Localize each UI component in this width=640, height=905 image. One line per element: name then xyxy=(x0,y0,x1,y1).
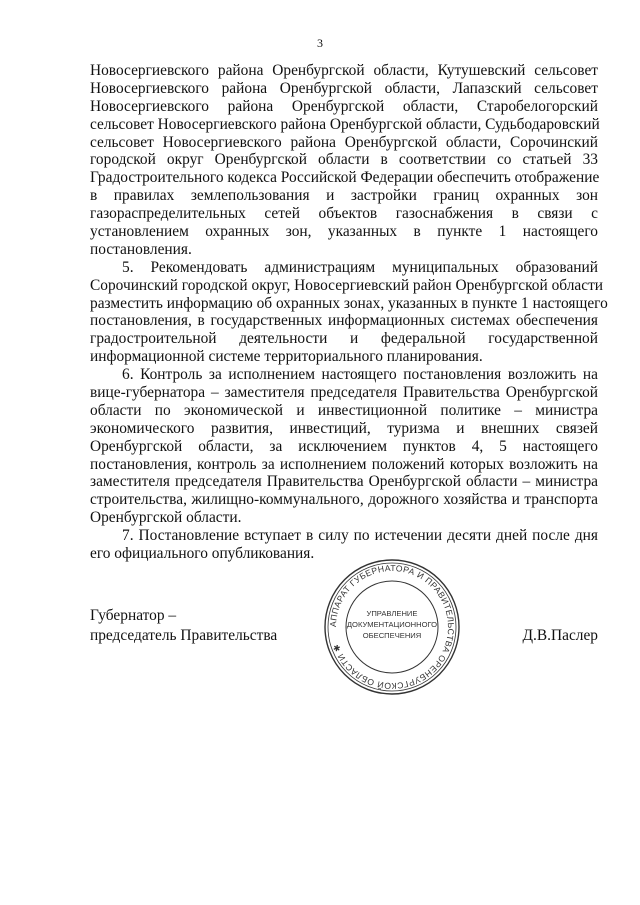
body-line: Новосергиевского района Оренбургской области, Старобелогорский xyxy=(90,97,598,115)
seal-center-line1: УПРАВЛЕНИЕ xyxy=(366,609,418,618)
body-line: 6. Контроль за исполнением настоящего постановления возложить на xyxy=(122,366,598,384)
body-line: городской округ Оренбургской области в соответствии со статьей 33 xyxy=(90,151,598,169)
body-line: сельсовет Новосергиевского района Оренбургской области, Сорочинский xyxy=(90,133,598,151)
seal-ring-text: АППАРАТ ГУБЕРНАТОРА И ПРАВИТЕЛЬСТВА ОРЕНБУРГСКОЙ ОБЛАСТИ ✱ xyxy=(327,562,457,692)
seal-center-line3: ОБЕСПЕЧЕНИЯ xyxy=(362,631,422,640)
body-line: 5. Рекомендовать администрациям муниципальных образований xyxy=(122,258,598,276)
body-line: экономического развития, инвестиций, туризма и внешних связей xyxy=(90,419,598,437)
body-line: разместить информацию об охранных зонах, указанных в пункте 1 настоящего xyxy=(90,294,608,312)
official-seal xyxy=(322,557,462,697)
body-line: сельсовет Новосергиевского района Оренбургской области, Судьбодаровский xyxy=(90,115,600,133)
body-line: газораспределительных сетей объектов газоснабжения в связи с xyxy=(90,205,598,223)
body-line: в правилах землепользования и застройки границ охранных зон xyxy=(90,187,598,205)
body-line: его официального опубликования. xyxy=(90,545,315,563)
body-line: постановления, контроль за исполнением положений которых возложить на xyxy=(90,455,598,473)
body-line: установлением охранных зон, указанных в пункте 1 настоящего xyxy=(90,223,598,241)
signatory-title xyxy=(90,606,277,646)
body-line: градостроительной деятельности и федеральной государственной xyxy=(90,330,598,348)
seal-center-line2: ДОКУМЕНТАЦИОННОГО xyxy=(346,620,438,629)
body-line: Оренбургской области, за исключением пунктов 4, 5 настоящего xyxy=(90,437,598,455)
body-line: области по экономической и инвестиционной политике – министра xyxy=(90,401,598,419)
body-line: постановления. xyxy=(90,240,192,258)
body-line: постановления, в государственных информационных системах обеспечения xyxy=(90,312,598,330)
body-line: Градостроительного кодекса Российской Федерации обеспечить отображение xyxy=(90,169,600,187)
page-number: 3 xyxy=(317,36,323,50)
body-line: информационной системе территориального планирования. xyxy=(90,348,483,366)
body-line: Новосергиевского района Оренбургской области, Кутушевский сельсовет xyxy=(90,62,598,79)
signatory-title-line1: Губернатор – xyxy=(90,607,177,624)
signatory-title-line2: председатель Правительства xyxy=(90,627,278,644)
body-line: Оренбургской области. xyxy=(90,509,242,527)
body-line: 7. Постановление вступает в силу по истечении десяти дней после дня xyxy=(122,527,598,545)
document-body xyxy=(90,62,608,563)
signatory-name: Д.В.Паслер xyxy=(522,627,598,644)
body-line: строительства, жилищно-коммунального, дорожного хозяйства и транспорта xyxy=(90,491,598,509)
body-line: Сорочинский городской округ, Новосергиевский район Оренбургской области xyxy=(90,276,604,294)
body-line: заместителя председателя Правительства Оренбургской области – министра xyxy=(90,473,598,491)
body-line: вице-губернатора – заместителя председателя Правительства Оренбургской xyxy=(90,384,598,402)
body-line: Новосергиевского района Оренбургской области, Лапазский сельсовет xyxy=(90,79,598,97)
